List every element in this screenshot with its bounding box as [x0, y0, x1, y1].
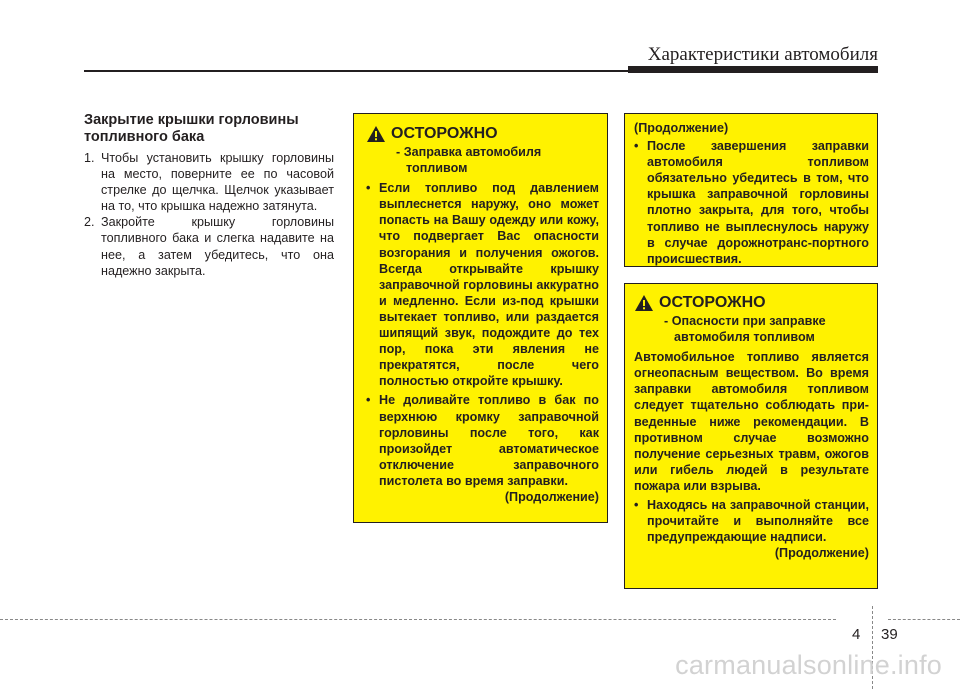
- bullet-dot: •: [366, 393, 371, 408]
- warning-header: [634, 293, 869, 313]
- section-title-line2: топливного бака: [84, 129, 205, 145]
- bullet-dot: •: [366, 181, 371, 196]
- header-rule: [84, 70, 630, 72]
- warning-bullet: [366, 392, 599, 489]
- watermark: carmanualsonline.info: [675, 650, 942, 680]
- continued-header: (Продолжение): [634, 121, 729, 135]
- continued-label: (Продолжение): [774, 546, 869, 561]
- warning-box-refueling: [353, 113, 608, 523]
- fuel-cap-section: [84, 112, 334, 279]
- warning-paragraph: Автомобильное топливо является огнеопасным веществом. Во время заправки автомобиля топливом следует тщательно соблюдать при-веденные ниже рекомендации. В противном случае возможно получение серьезных травм, ожогов или гибель людей в результате пожара или взрыва.: [634, 350, 869, 493]
- warning-triangle-icon: [366, 125, 386, 143]
- section-title-line1: Закрытие крышки горловины: [84, 112, 299, 128]
- page-header-title: Характеристики автомобиля: [647, 44, 878, 65]
- page-number: 39: [881, 626, 898, 643]
- warning-triangle-icon: [634, 294, 654, 312]
- bullet-text: После завершения заправки автомобиля топливом обязательно убедитесь в том, что крышка заправочной горловины плотно закрыта, для того, чтобы топливо не выплеснулось наружу в случае дорожнотранс-портного происшествия.: [647, 139, 869, 266]
- warning-subtitle: - Заправка автомобиля топливом: [396, 145, 542, 176]
- warning-header: [366, 124, 599, 144]
- step-item: [84, 214, 334, 278]
- continued-label: (Продолжение): [504, 489, 599, 504]
- warning-bullet: [366, 180, 599, 389]
- step-text: Закройте крышку горловины топливного бака и слегка надавите на нее, а затем убедитесь, что она надежно закрыта.: [101, 215, 334, 278]
- step-text: Чтобы установить крышку горловины на место, поверните ее по часовой стрелке до щелчка. Щелчок указывает на то, что крышка надежно затянута.: [101, 151, 334, 214]
- chapter-number: 4: [852, 626, 861, 643]
- bullet-text: Находясь на заправочной станции, прочитайте и выполняйте все предупреждающие надписи.: [647, 498, 869, 545]
- footer-divider: [0, 619, 836, 620]
- bullet-dot: •: [634, 498, 639, 513]
- steps-list: [84, 150, 334, 279]
- footer-divider: [888, 619, 960, 620]
- header-rule-accent: [628, 66, 878, 73]
- bullet-text: Если топливо под давлением выплеснется наружу, оно может попасть на Вашу одежду или кожу, что подвергает Вас опасности возгорания и получения ожогов. Всегда открывайте крышку заправочной горловины аккуратно и медленно. Если из-под крышки вытекает топливо, или раздается шипящий звук, подождите до тех пор, пока эти явления не прекратятся, после чего полностью откройте крышку.: [379, 181, 599, 389]
- warning-bullet: [634, 497, 869, 545]
- warning-bullet: [634, 138, 869, 267]
- warning-box-continued: [624, 113, 878, 267]
- warning-title: ОСТОРОЖНО: [391, 125, 498, 142]
- step-number: 2.: [84, 215, 95, 230]
- warning-box-fuel-hazards: [624, 283, 878, 589]
- bullet-text: Не доливайте топливо в бак по верхнюю кромку заправочной горловины после того, как произойдет автоматическое отключение заправочного пистолета во время заправки.: [379, 393, 599, 488]
- step-item: [84, 150, 334, 214]
- warning-title: ОСТОРОЖНО: [659, 294, 766, 311]
- bullet-dot: •: [634, 139, 639, 154]
- step-number: 1.: [84, 151, 95, 165]
- warning-subtitle: - Опасности при заправке автомобиля топливом: [664, 314, 826, 345]
- section-title: [84, 112, 334, 146]
